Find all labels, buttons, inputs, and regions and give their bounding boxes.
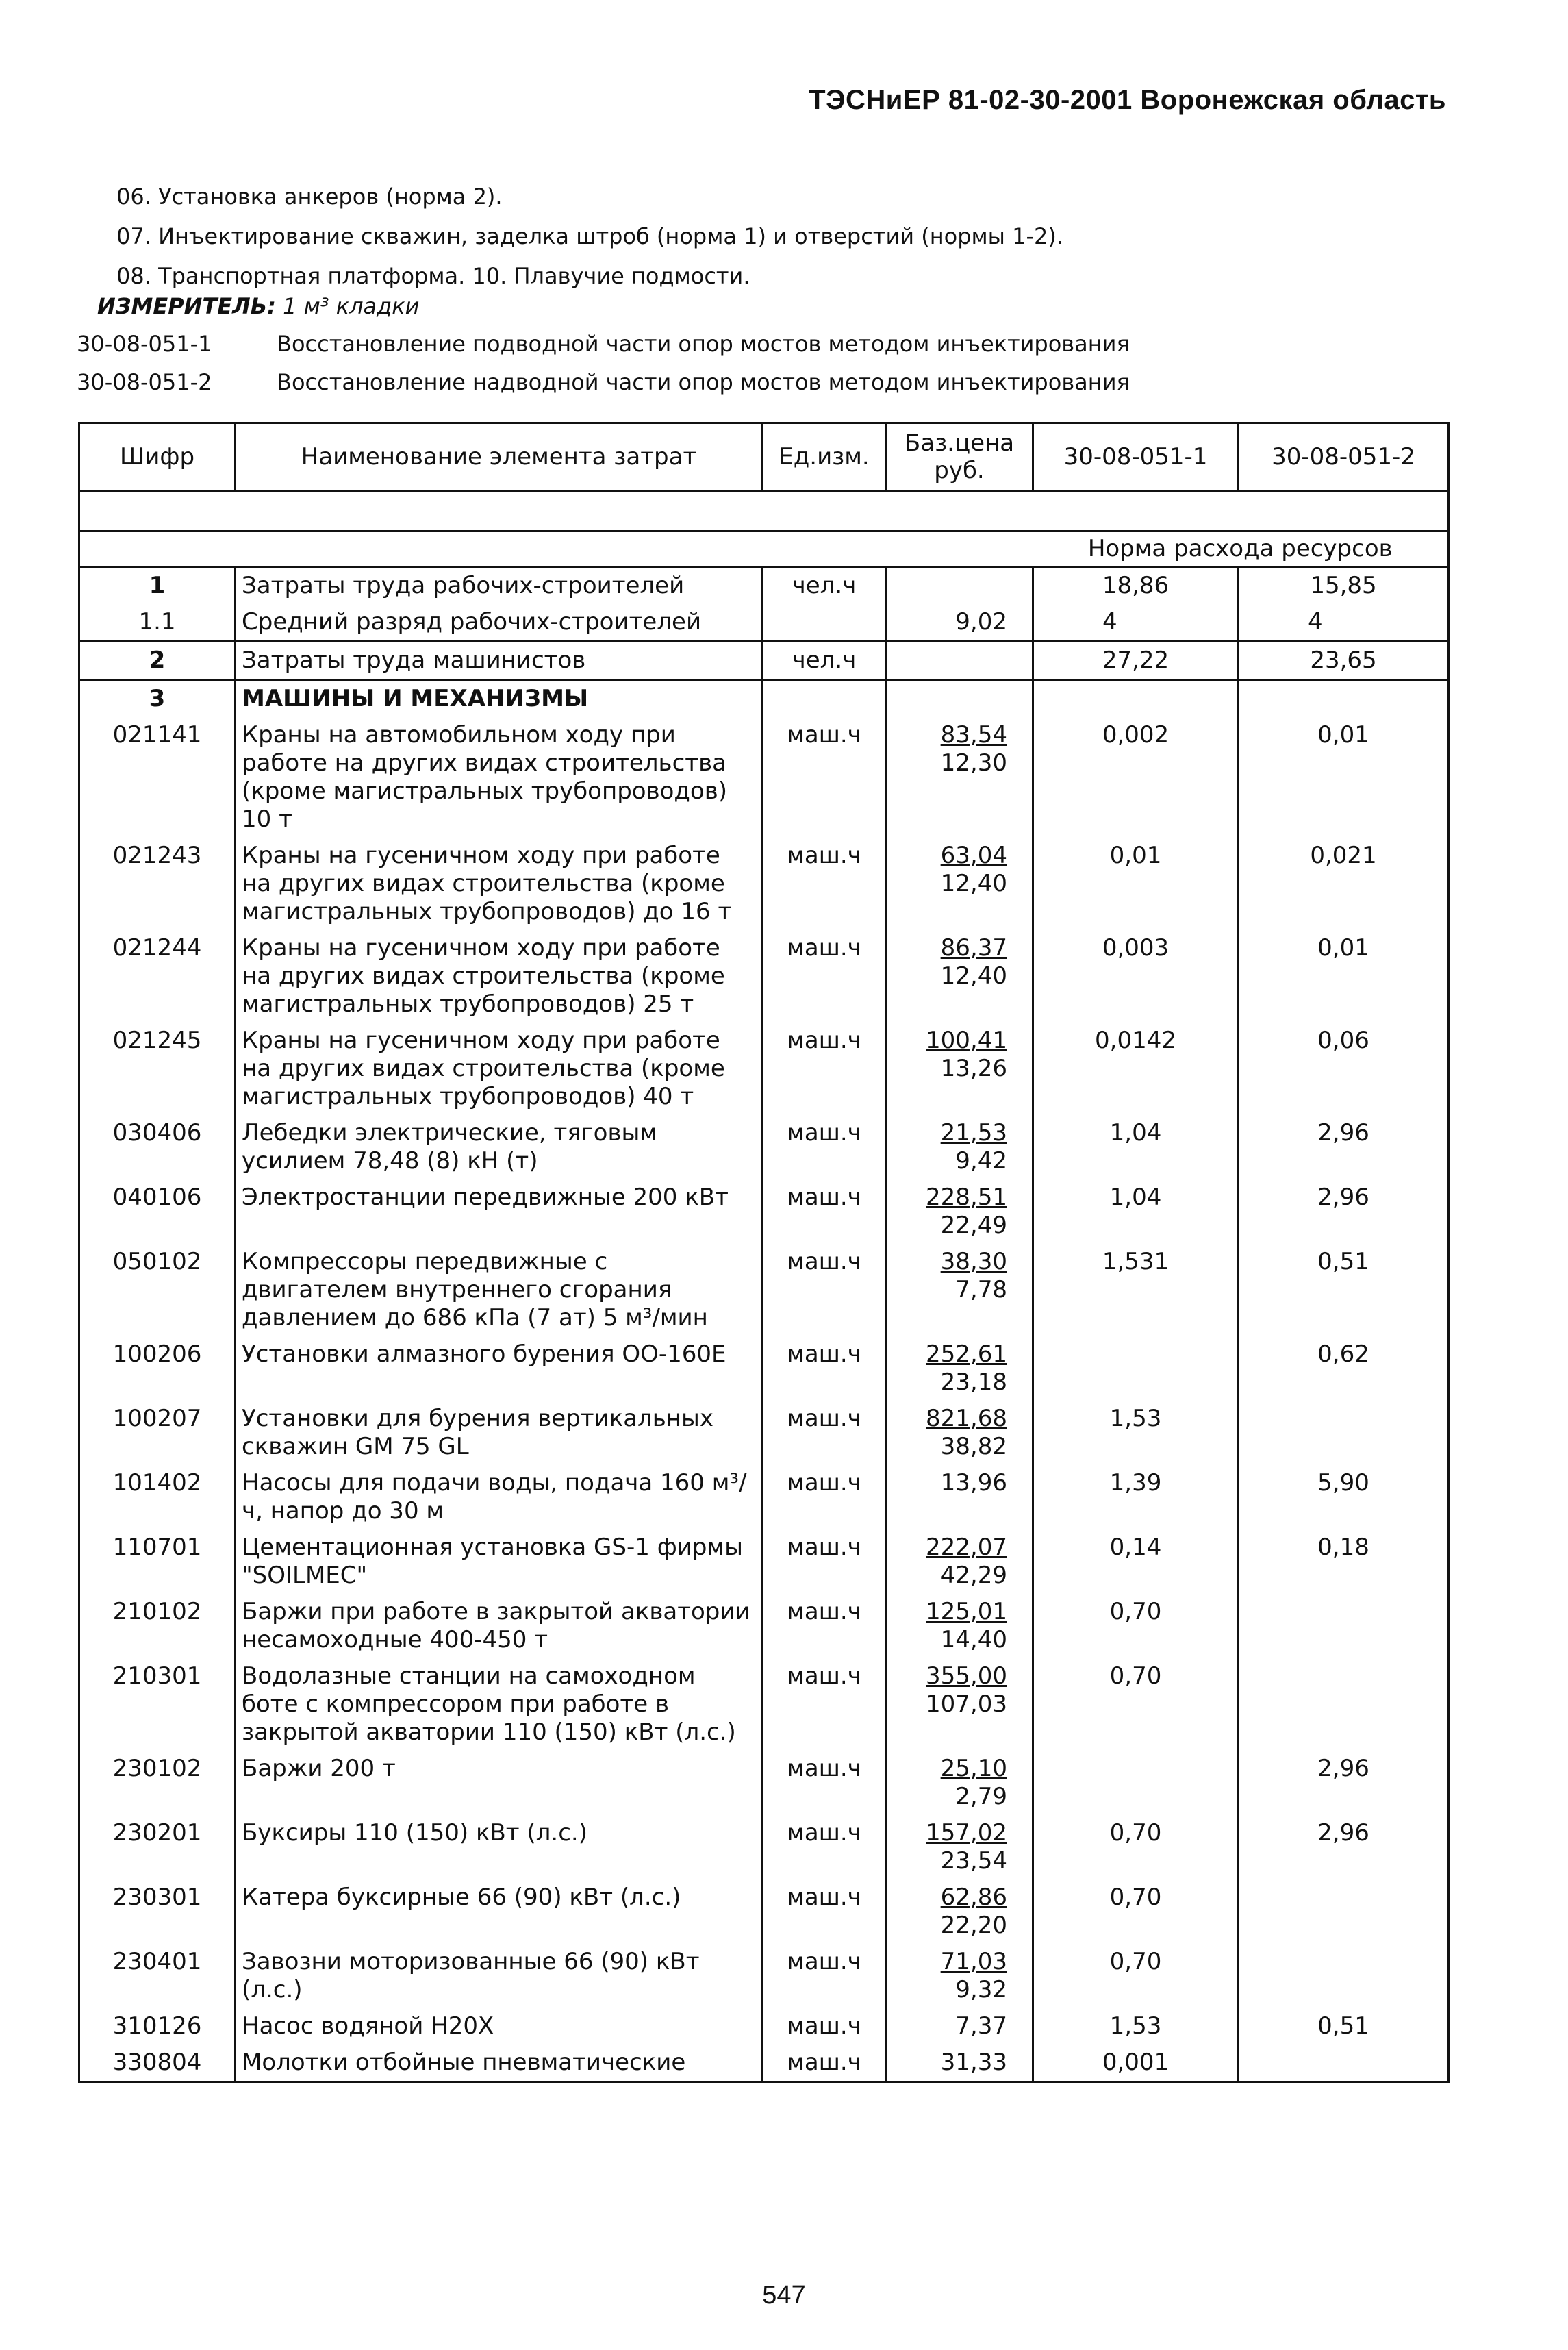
cell-price bbox=[886, 2045, 1033, 2082]
cell-norm-1: 0,70 bbox=[1033, 1879, 1239, 1944]
cell-code: 101402 bbox=[79, 1465, 236, 1529]
cell-norm-1: 0,001 bbox=[1033, 2045, 1239, 2082]
table-row bbox=[79, 1751, 1449, 1815]
cell-unit: маш.ч bbox=[763, 1815, 886, 1879]
cell-price bbox=[886, 1944, 1033, 2008]
document-title: ТЭСНиЕР 81-02-30-2001 Воронежская область bbox=[809, 85, 1446, 115]
cell-unit: маш.ч bbox=[763, 1401, 886, 1465]
cell-unit: маш.ч bbox=[763, 1115, 886, 1179]
cell-code: 021245 bbox=[79, 1023, 236, 1115]
price-wage: 9,32 bbox=[955, 1976, 1007, 2003]
cell-price bbox=[886, 1594, 1033, 1658]
cell-code: 1.1 bbox=[79, 604, 236, 642]
cell-code: 230201 bbox=[79, 1815, 236, 1879]
cell-norm-1: 1,39 bbox=[1033, 1465, 1239, 1529]
cell-code: 030406 bbox=[79, 1115, 236, 1179]
cell-price: 9,02 bbox=[886, 604, 1033, 642]
section-row bbox=[79, 680, 1449, 718]
cell-name: Средний разряд рабочих-строителей bbox=[236, 604, 763, 642]
cell-norm-2: 23,65 bbox=[1239, 642, 1449, 680]
table-row bbox=[79, 2008, 1449, 2045]
cell-code: 330804 bbox=[79, 2045, 236, 2082]
price-wage: 2,79 bbox=[955, 1783, 1007, 1810]
price-total: 25,10 bbox=[940, 1755, 1007, 1782]
table-row bbox=[79, 1944, 1449, 2008]
cell-price bbox=[886, 1401, 1033, 1465]
cell-code: 100207 bbox=[79, 1401, 236, 1465]
cell-norm-2: 2,96 bbox=[1239, 1815, 1449, 1879]
cell-norm-2: 0,51 bbox=[1239, 1244, 1449, 1336]
price-total: 228,51 bbox=[926, 1184, 1007, 1211]
price-wage: 42,29 bbox=[940, 1562, 1007, 1589]
cell-unit: маш.ч bbox=[763, 1023, 886, 1115]
norm-code: 30-08-051-1 bbox=[77, 331, 212, 357]
cell-norm-2: 5,90 bbox=[1239, 1465, 1449, 1529]
cell-name: Краны на гусеничном ходу при работе на других видах строительства (кроме магистральных трубопроводов) до 16 т bbox=[236, 838, 763, 930]
table-row bbox=[79, 1879, 1449, 1944]
cell-name: Насос водяной Н20Х bbox=[236, 2008, 763, 2045]
cell-norm-2: 0,51 bbox=[1239, 2008, 1449, 2045]
machine-rows bbox=[79, 717, 1449, 2082]
price-wage: 14,40 bbox=[940, 1626, 1007, 1653]
price-total: 821,68 bbox=[926, 1405, 1007, 1432]
col-header-name: Наименование элемента затрат bbox=[236, 423, 763, 491]
price-total: 83,54 bbox=[940, 721, 1007, 749]
measurer-label: ИЗМЕРИТЕЛЬ: bbox=[97, 293, 276, 319]
cell-norm-1: 1,04 bbox=[1033, 1115, 1239, 1179]
table-row bbox=[79, 1023, 1449, 1115]
cell-unit: маш.ч bbox=[763, 2008, 886, 2045]
cell-unit bbox=[763, 604, 886, 642]
table-row bbox=[79, 1336, 1449, 1401]
cell-price bbox=[886, 930, 1033, 1023]
norm-code: 30-08-051-2 bbox=[77, 369, 212, 395]
price-total: 222,07 bbox=[926, 1534, 1007, 1561]
table-row bbox=[79, 567, 1449, 605]
cell-norm-2 bbox=[1239, 1879, 1449, 1944]
cell-name: Лебедки электрические, тяговым усилием 78,48 (8) кН (т) bbox=[236, 1115, 763, 1179]
cell-code: 3 bbox=[79, 680, 236, 718]
table-row bbox=[79, 1815, 1449, 1879]
cell-norm-2 bbox=[1239, 1401, 1449, 1465]
col-header-code: Шифр bbox=[79, 423, 236, 491]
cell-code: 021141 bbox=[79, 717, 236, 838]
table-row bbox=[79, 1594, 1449, 1658]
table-row bbox=[79, 1179, 1449, 1244]
price-total: 62,86 bbox=[940, 1884, 1007, 1911]
norm-code-row bbox=[77, 325, 1130, 363]
cell-price bbox=[886, 567, 1033, 605]
cell-name: Компрессоры передвижные с двигателем внутреннего сгорания давлением до 686 кПа (7 ат) 5 м³/мин bbox=[236, 1244, 763, 1336]
cell-unit: маш.ч bbox=[763, 1594, 886, 1658]
table-row bbox=[79, 604, 1449, 642]
cell-code: 210102 bbox=[79, 1594, 236, 1658]
cell-unit: маш.ч bbox=[763, 1465, 886, 1529]
price-wage: 23,54 bbox=[940, 1847, 1007, 1875]
note-item: 08. Транспортная платформа. 10. Плавучие подмости. bbox=[116, 263, 750, 289]
cell-norm-1: 0,70 bbox=[1033, 1594, 1239, 1658]
table-row bbox=[79, 1529, 1449, 1594]
cell-unit: маш.ч bbox=[763, 1336, 886, 1401]
cell-unit: чел.ч bbox=[763, 642, 886, 680]
cell-code: 230102 bbox=[79, 1751, 236, 1815]
cell-unit: маш.ч bbox=[763, 1529, 886, 1594]
cell-unit: маш.ч bbox=[763, 2045, 886, 2082]
cell-norm-1 bbox=[1033, 1336, 1239, 1401]
note-item: 06. Установка анкеров (норма 2). bbox=[116, 184, 503, 210]
cell-norm-2: 2,96 bbox=[1239, 1751, 1449, 1815]
col-header-unit: Ед.изм. bbox=[763, 423, 886, 491]
cell-norm-2 bbox=[1239, 2045, 1449, 2082]
cell-unit: маш.ч bbox=[763, 1944, 886, 2008]
cell-price bbox=[886, 1815, 1033, 1879]
cell-norm-1: 18,86 bbox=[1033, 567, 1239, 605]
price-wage: 23,18 bbox=[940, 1368, 1007, 1396]
table-row bbox=[79, 642, 1449, 680]
cell-code: 040106 bbox=[79, 1179, 236, 1244]
page-number: 547 bbox=[762, 2281, 806, 2310]
cell-norm-1: 4 bbox=[1033, 604, 1239, 642]
price-total: 31,33 bbox=[940, 2049, 1007, 2076]
cell-unit: маш.ч bbox=[763, 1751, 886, 1815]
price-total: 38,30 bbox=[940, 1248, 1007, 1275]
cell-name: Баржи 200 т bbox=[236, 1751, 763, 1815]
cell-price bbox=[886, 717, 1033, 838]
cell-norm-1: 0,0142 bbox=[1033, 1023, 1239, 1115]
cell-name: Молотки отбойные пневматические bbox=[236, 2045, 763, 2082]
cell-norm-2: 0,01 bbox=[1239, 930, 1449, 1023]
table-row bbox=[79, 1115, 1449, 1179]
cell-norm-1: 0,003 bbox=[1033, 930, 1239, 1023]
cell-price bbox=[886, 1244, 1033, 1336]
cell-norm-2: 15,85 bbox=[1239, 567, 1449, 605]
cell-price bbox=[886, 1879, 1033, 1944]
cell-name: Буксиры 110 (150) кВт (л.с.) bbox=[236, 1815, 763, 1879]
table-row bbox=[79, 838, 1449, 930]
cell-norm-1: 0,01 bbox=[1033, 838, 1239, 930]
table-row bbox=[79, 1465, 1449, 1529]
cell-name: Краны на гусеничном ходу при работе на других видах строительства (кроме магистральных трубопроводов) 40 т bbox=[236, 1023, 763, 1115]
measurer bbox=[97, 293, 419, 319]
col-header-price: Баз.цена руб. bbox=[886, 423, 1033, 491]
cell-name: Цементационная установка GS-1 фирмы "SOILMEC" bbox=[236, 1529, 763, 1594]
cell-norm-1: 0,14 bbox=[1033, 1529, 1239, 1594]
price-wage: 22,49 bbox=[940, 1212, 1007, 1239]
cell-unit: маш.ч bbox=[763, 838, 886, 930]
price-wage: 12,40 bbox=[940, 870, 1007, 897]
cell-code: 230301 bbox=[79, 1879, 236, 1944]
norm-description: Восстановление надводной части опор мостов методом инъектирования bbox=[277, 369, 1130, 395]
cell-norm-2: 0,62 bbox=[1239, 1336, 1449, 1401]
section-title: МАШИНЫ И МЕХАНИЗМЫ bbox=[236, 680, 763, 718]
cell-code: 021243 bbox=[79, 838, 236, 930]
price-wage: 9,42 bbox=[955, 1147, 1007, 1175]
cell-norm-1: 1,531 bbox=[1033, 1244, 1239, 1336]
table-row bbox=[79, 1658, 1449, 1751]
norm-description: Восстановление подводной части опор мостов методом инъектирования bbox=[277, 331, 1130, 357]
measurer-value: 1 м³ кладки bbox=[283, 293, 420, 319]
cell-name: Затраты труда машинистов bbox=[236, 642, 763, 680]
price-wage: 38,82 bbox=[940, 1433, 1007, 1460]
cell-norm-2 bbox=[1239, 1658, 1449, 1751]
cell-norm-2: 0,06 bbox=[1239, 1023, 1449, 1115]
price-total: 252,61 bbox=[926, 1340, 1007, 1368]
cell-norm-1: 1,53 bbox=[1033, 2008, 1239, 2045]
price-wage: 12,40 bbox=[940, 962, 1007, 990]
price-total: 21,53 bbox=[940, 1119, 1007, 1147]
table-row bbox=[79, 1244, 1449, 1336]
cell-code: 230401 bbox=[79, 1944, 236, 2008]
cell-norm-2: 0,18 bbox=[1239, 1529, 1449, 1594]
price-total: 125,01 bbox=[926, 1598, 1007, 1625]
cell-norm-2 bbox=[1239, 1944, 1449, 2008]
cell-price bbox=[886, 838, 1033, 930]
price-wage: 22,20 bbox=[940, 1912, 1007, 1939]
cell-price bbox=[886, 1465, 1033, 1529]
table-header-row bbox=[79, 423, 1449, 491]
cell-norm-2: 4 bbox=[1239, 604, 1449, 642]
cell-price bbox=[886, 1115, 1033, 1179]
cell-name: Насосы для подачи воды, подача 160 м³/ч, напор до 30 м bbox=[236, 1465, 763, 1529]
cell-unit: чел.ч bbox=[763, 567, 886, 605]
cell-name: Краны на автомобильном ходу при работе на других видах строительства (кроме магистральных трубопроводов) 10 т bbox=[236, 717, 763, 838]
cell-price bbox=[886, 1751, 1033, 1815]
price-total: 355,00 bbox=[926, 1662, 1007, 1690]
cell-name: Установки для бурения вертикальных скважин GM 75 GL bbox=[236, 1401, 763, 1465]
cell-norm-1: 27,22 bbox=[1033, 642, 1239, 680]
cell-norm-1: 0,70 bbox=[1033, 1815, 1239, 1879]
price-wage: 107,03 bbox=[926, 1690, 1007, 1718]
table-row bbox=[79, 717, 1449, 838]
cell-norm-1 bbox=[1033, 1751, 1239, 1815]
notes-list bbox=[116, 177, 1063, 296]
cell-unit: маш.ч bbox=[763, 1879, 886, 1944]
norm-code-row bbox=[77, 363, 1130, 401]
cell-unit: маш.ч bbox=[763, 1658, 886, 1751]
col-header-norm-2: 30-08-051-2 bbox=[1239, 423, 1449, 491]
cell-name: Электростанции передвижные 200 кВт bbox=[236, 1179, 763, 1244]
cell-norm-2 bbox=[1239, 1594, 1449, 1658]
price-total: 86,37 bbox=[940, 934, 1007, 962]
cell-name: Водолазные станции на самоходном боте с компрессором при работе в закрытой акватории 110 (150) кВт (л.с.) bbox=[236, 1658, 763, 1751]
cell-code: 021244 bbox=[79, 930, 236, 1023]
cell-code: 100206 bbox=[79, 1336, 236, 1401]
cell-norm-1: 0,70 bbox=[1033, 1944, 1239, 2008]
price-total: 13,96 bbox=[940, 1469, 1007, 1497]
cell-name: Завозни моторизованные 66 (90) кВт (л.с.) bbox=[236, 1944, 763, 2008]
cell-code: 110701 bbox=[79, 1529, 236, 1594]
cell-norm-2: 0,021 bbox=[1239, 838, 1449, 930]
table-row bbox=[79, 1401, 1449, 1465]
price-total: 157,02 bbox=[926, 1819, 1007, 1847]
price-total: 63,04 bbox=[940, 842, 1007, 869]
cell-code: 1 bbox=[79, 567, 236, 605]
cell-price bbox=[886, 1658, 1033, 1751]
cell-price bbox=[886, 1023, 1033, 1115]
cell-norm-2: 0,01 bbox=[1239, 717, 1449, 838]
cell-norm-1: 0,70 bbox=[1033, 1658, 1239, 1751]
table-row bbox=[79, 930, 1449, 1023]
cell-norm-1: 1,04 bbox=[1033, 1179, 1239, 1244]
table-row bbox=[79, 2045, 1449, 2082]
cell-price bbox=[886, 1336, 1033, 1401]
cell-price bbox=[886, 642, 1033, 680]
cell-code: 2 bbox=[79, 642, 236, 680]
norm-codes bbox=[77, 325, 1130, 401]
cell-unit: маш.ч bbox=[763, 1244, 886, 1336]
price-total: 7,37 bbox=[955, 2012, 1007, 2040]
cell-name: Краны на гусеничном ходу при работе на других видах строительства (кроме магистральных трубопроводов) 25 т bbox=[236, 930, 763, 1023]
cell-unit: маш.ч bbox=[763, 930, 886, 1023]
price-total: 71,03 bbox=[940, 1948, 1007, 1975]
price-total: 100,41 bbox=[926, 1027, 1007, 1054]
cell-name: Баржи при работе в закрытой акватории несамоходные 400-450 т bbox=[236, 1594, 763, 1658]
cell-name: Установки алмазного бурения ОО-160Е bbox=[236, 1336, 763, 1401]
col-header-norm-1: 30-08-051-1 bbox=[1033, 423, 1239, 491]
note-item: 07. Инъектирование скважин, заделка штроб (норма 1) и отверстий (нормы 1-2). bbox=[116, 223, 1063, 249]
price-wage: 13,26 bbox=[940, 1055, 1007, 1082]
cell-norm-2: 2,96 bbox=[1239, 1179, 1449, 1244]
resource-table bbox=[78, 422, 1450, 2083]
cell-unit: маш.ч bbox=[763, 1179, 886, 1244]
cell-norm-2: 2,96 bbox=[1239, 1115, 1449, 1179]
cell-norm-1: 1,53 bbox=[1033, 1401, 1239, 1465]
cell-price bbox=[886, 1179, 1033, 1244]
cell-unit: маш.ч bbox=[763, 717, 886, 838]
cell-code: 050102 bbox=[79, 1244, 236, 1336]
norm-label-row bbox=[79, 532, 1449, 567]
blank-row bbox=[79, 491, 1449, 532]
cell-code: 210301 bbox=[79, 1658, 236, 1751]
cell-price bbox=[886, 1529, 1033, 1594]
price-wage: 12,30 bbox=[940, 749, 1007, 777]
cell-name: Затраты труда рабочих-строителей bbox=[236, 567, 763, 605]
cell-code: 310126 bbox=[79, 2008, 236, 2045]
cell-norm-1: 0,002 bbox=[1033, 717, 1239, 838]
norm-label: Норма расхода ресурсов bbox=[1033, 532, 1449, 567]
cell-price bbox=[886, 2008, 1033, 2045]
price-wage: 7,78 bbox=[955, 1276, 1007, 1303]
cell-name: Катера буксирные 66 (90) кВт (л.с.) bbox=[236, 1879, 763, 1944]
